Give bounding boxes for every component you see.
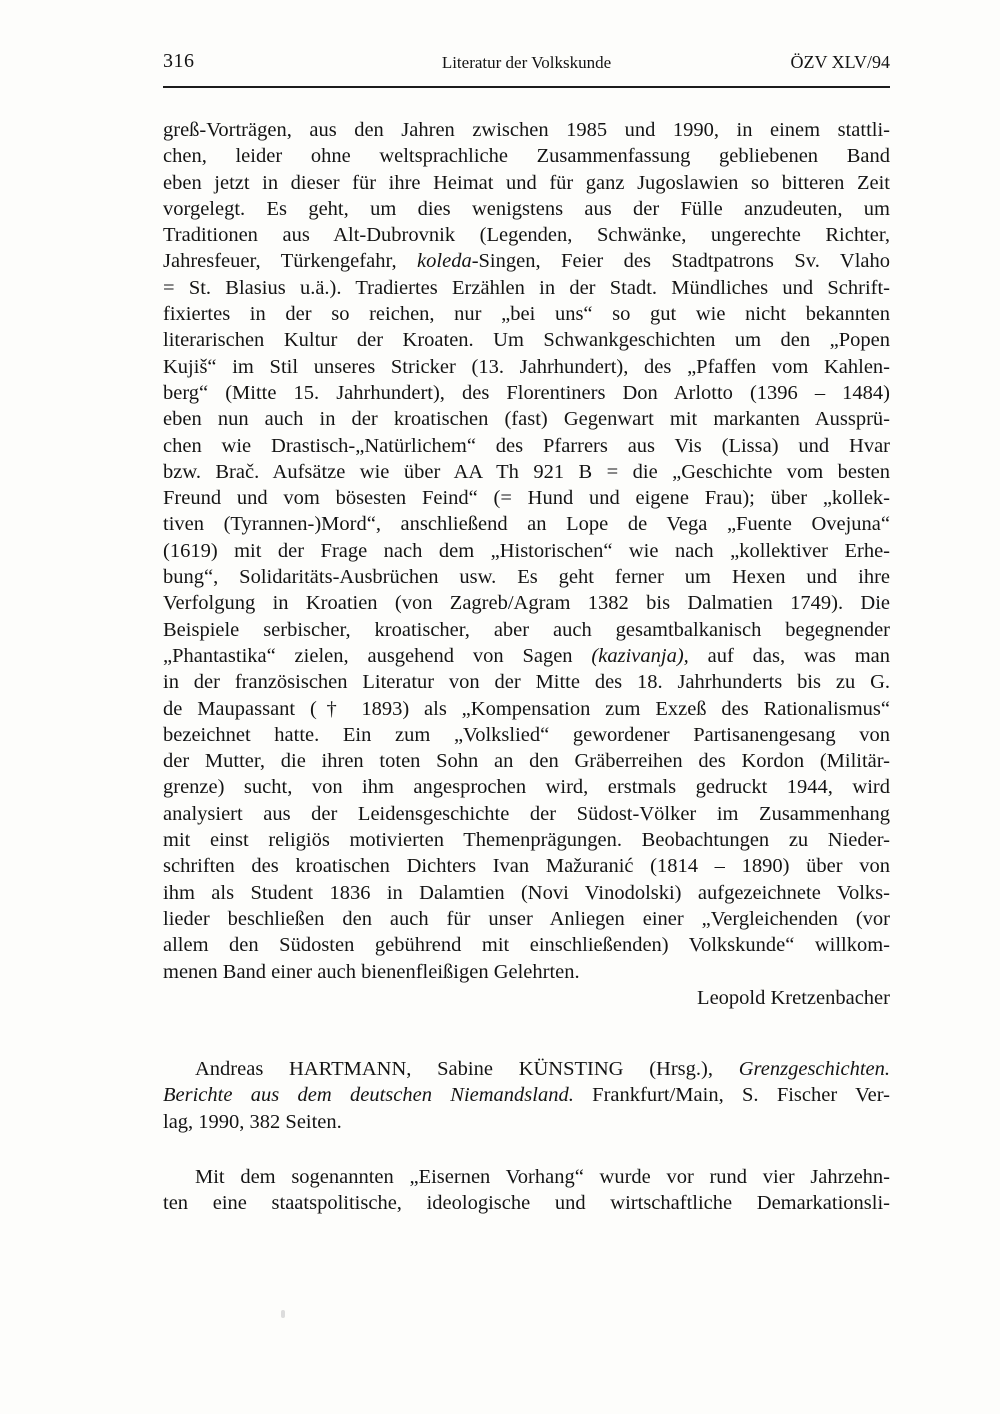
scan-artifact [281, 1310, 285, 1318]
text-line: Berichte aus dem deutschen Niemandsland. Frankfurt/Main, S. Fischer Ver- [163, 1084, 890, 1107]
text-line: Verfolgung in Kroatien (von Zagreb/Agram 1382 bis Dalmatien 1749). Die [163, 592, 890, 615]
text-line: bezeichnet hatte. Ein zum „Volkslied“ gewordener Partisanengesang von [163, 723, 890, 746]
page-number: 316 [163, 50, 195, 72]
page-header [163, 47, 890, 73]
reviewer-signature: Leopold Kretzenbacher [697, 986, 890, 1009]
text-block [163, 117, 890, 1217]
opening-paragraph [163, 1164, 890, 1217]
text-line: ten eine staatspolitische, ideologische und wirtschaftliche Demarkationsli- [163, 1192, 890, 1215]
text-line: greß-Vorträgen, aus den Jahren zwischen 1985 und 1990, in einem stattli- [163, 119, 890, 141]
book-reference [163, 1056, 890, 1135]
text-line: bzw. Brač. Aufsätze wie über AA Th 921 B = die „Geschichte vom besten [163, 460, 890, 483]
text-line: der Mutter, die ihren toten Sohn an den Gräberreihen des Kordon (Militär- [163, 750, 890, 773]
text-line: vorgelegt. Es geht, um dies wenigstens aus der Fülle anzudeuten, um [163, 197, 890, 220]
text-line: in der französischen Literatur von der Mitte des 18. Jahrhunderts bis zu G. [163, 671, 890, 694]
text-line: Jahresfeuer, Türkengefahr, koleda-Singen, Feier des Stadtpatrons Sv. Vlaho [163, 250, 890, 273]
text-line: Andreas HARTMANN, Sabine KÜNSTING (Hrsg.), Grenzgeschichten. [195, 1058, 890, 1081]
running-title: Literatur der Volkskunde [441, 53, 612, 72]
text-line: Beispiele serbischer, kroatischer, aber auch gesamtbalkanisch begegnender [163, 618, 890, 641]
text-line: literarischen Kultur der Kroaten. Um Schwankgeschichten um den „Popen [163, 329, 890, 352]
text-line: eben nun auch in der kroatischen (fast) Gegenwart mit markanten Aussprü- [163, 408, 890, 431]
journal-issue: ÖZV XLV/94 [790, 52, 890, 72]
text-line: Traditionen aus Alt-Dubrovnik (Legenden, Schwänke, ungerechte Richter, [163, 224, 890, 247]
text-line: fixiertes in der so reichen, nur „bei uns“ so gut wie nicht bekannten [163, 303, 890, 326]
text-line: mit einst religiös motivierten Themenprägungen. Beobachtungen zu Nieder- [163, 829, 890, 852]
text-line: allem den Südosten gebührend mit einschließenden) Volkskunde“ willkom- [163, 934, 890, 957]
text-line: (1619) mit der Frage nach dem „Historischen“ wie nach „kollektiver Erhe- [163, 539, 890, 562]
review-paragraph [163, 117, 890, 985]
text-line: lieder beschließen den auch für unser Anliegen einer „Vergleichenden (vor [163, 907, 890, 930]
text-line: schriften des kroatischen Dichters Ivan Mažuranić (1814 – 1890) über von [163, 855, 890, 878]
text-line: grenze) sucht, von ihm angesprochen wird, erstmals gedruckt 1944, wird [163, 776, 890, 799]
text-line: bung“, Solidaritäts-Ausbrüchen usw. Es geht ferner um Hexen und ihre [163, 566, 890, 589]
text-line: eben jetzt in dieser für ihre Heimat und für ganz Jugoslawien so bitteren Zeit [163, 171, 890, 194]
text-line: berg“ (Mitte 15. Jahrhundert), des Florentiners Don Arlotto (1396 – 1484) [163, 381, 890, 404]
text-line: Kujiš“ im Stil unseres Stricker (13. Jahrhundert), des „Pfaffen vom Kahlen- [163, 355, 890, 378]
text-line: ihm als Student 1836 in Dalamtien (Novi Vinodolski) aufgezeichnete Volks- [163, 881, 890, 904]
text-line: Mit dem sogenannten „Eisernen Vorhang“ wurde vor rund vier Jahrzehn- [195, 1165, 890, 1188]
text-line: lag, 1990, 382 Seiten. [163, 1110, 342, 1133]
text-line: menen Band einer auch bienenfleißigen Gelehrten. [163, 960, 580, 983]
header-rule [163, 86, 890, 88]
text-line: analysiert aus der Leidensgeschichte der Südost-Völker im Zusammenhang [163, 802, 890, 825]
text-line: tiven (Tyrannen-)Mord“, anschließend an Lope de Vega „Fuente Ovejuna“ [163, 513, 890, 536]
text-line: = St. Blasius u.ä.). Tradiertes Erzählen in der Stadt. Mündliches und Schrift- [163, 276, 890, 299]
text-line: Freund und vom bösesten Feind“ (= Hund und eigene Frau); über „kollek- [163, 487, 890, 510]
text-line: chen wie Drastisch-„Natürlichem“ des Pfarrers aus Vis (Lissa) und Hvar [163, 434, 890, 457]
text-line: de Maupassant († 1893) als „Kompensation zum Exzeß des Rationalismus“ [163, 697, 890, 720]
text-line: „Phantastika“ zielen, ausgehend von Sagen (kazivanja), auf das, was man [163, 644, 890, 667]
text-line: chen, leider ohne weltsprachliche Zusammenfassung gebliebenen Band [163, 145, 890, 168]
